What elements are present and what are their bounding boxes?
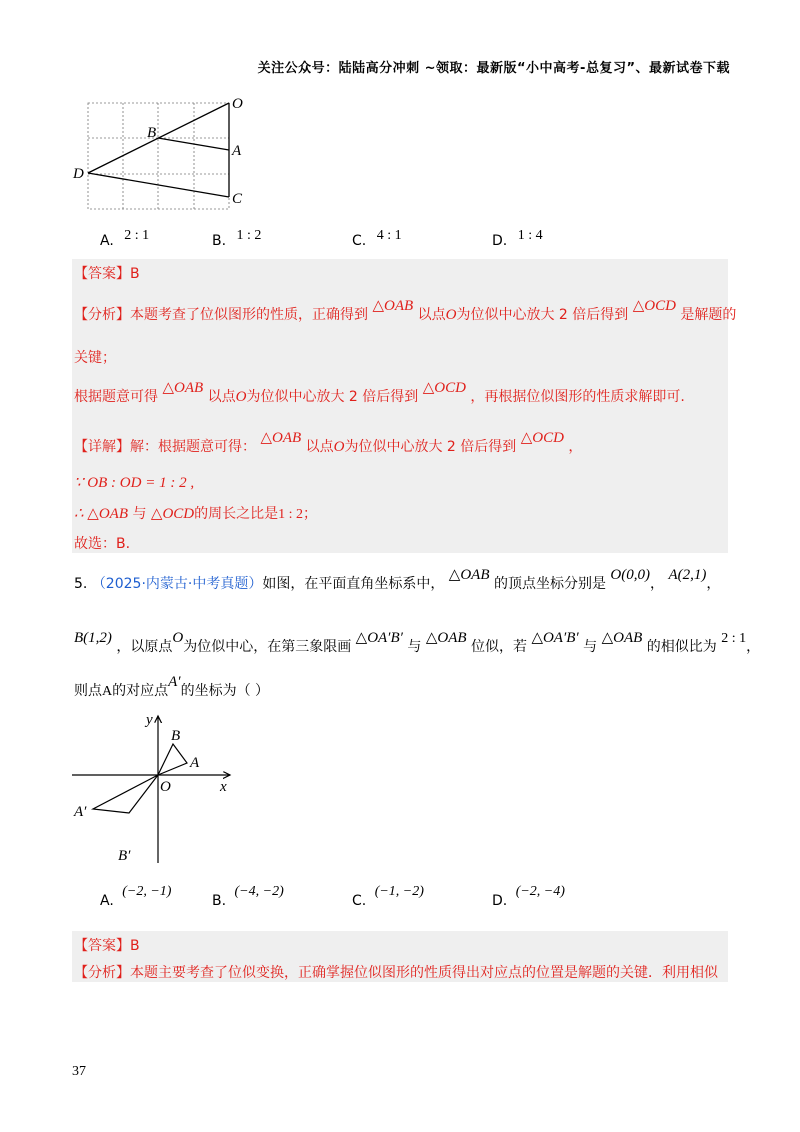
fig2-b-prime-label: B′	[118, 848, 131, 864]
q4-analysis-line-1: 【分析】本题考查了位似图形的性质，正确得到 △OAB 以点O为位似中心放大 2 倍后得到 △OCD 是解题的	[74, 298, 737, 323]
q4-analysis-line-3: 根据题意可得 △OAB 以点O为位似中心放大 2 倍后得到 △OCD ，再根据位似图形的性质求解即可.	[74, 380, 685, 405]
fig2-b-label: B	[171, 728, 181, 744]
q5-option-d[interactable]: D. (−2, −4)	[492, 884, 565, 909]
fig2-a-label: A	[190, 755, 200, 771]
q5-option-a[interactable]: A. (−2, −1)	[100, 884, 172, 909]
q5-line-2: B(1,2) ，以原点O为位似中心，在第三象限画 △OA′B′ 与 △OAB 位似，若 △OA′B′ 与 △OAB 的相似比为 2 : 1，	[74, 630, 761, 655]
fig2-x-axis-label: x	[220, 779, 227, 795]
q5-line-3: 则点A的对应点A′的坐标为（ ）	[74, 674, 270, 699]
q5-option-b[interactable]: B. (−4, −2)	[212, 884, 284, 909]
q4-option-b[interactable]: B. 1 : 2	[212, 228, 262, 249]
fig1-label-a: A	[232, 143, 242, 159]
fig2-origin-label: O	[160, 779, 171, 795]
page-header: 关注公众号：陆陆高分冲刺 ~领取：最新版“小中高考-总复习”、最新试卷下载	[257, 61, 730, 76]
q5-answer-line: 【答案】B	[74, 938, 140, 954]
fig1-label-b: B	[147, 125, 157, 141]
q4-therefore-line: ∴ △OAB 与 △OCD的周长之比是1 : 2；	[74, 506, 318, 522]
fig1-label-d: D	[73, 166, 84, 182]
q5-line-1: 5. （2025·内蒙古·中考真题）如图，在平面直角坐标系中， △OAB 的顶点坐标分别是 O(0,0)， A(2,1)，	[74, 567, 721, 592]
figure-coordinate-plane	[70, 708, 250, 868]
q4-analysis-line-2: 关键；	[74, 350, 116, 366]
q4-option-c[interactable]: C. 4 : 1	[352, 228, 402, 249]
q4-conclusion-line: 故选：B.	[74, 536, 131, 552]
fig2-a-prime-label: A′	[74, 804, 87, 820]
q4-option-d[interactable]: D. 1 : 4	[492, 228, 543, 249]
page-number: 37	[72, 1064, 86, 1079]
q4-detail-line-1: 【详解】解：根据题意可得： △OAB 以点O为位似中心放大 2 倍后得到 △OCD ，	[74, 430, 583, 455]
q5-analysis-line: 【分析】本题主要考查了位似变换，正确掌握位似图形的性质得出对应点的位置是解题的关键．利用相似	[74, 965, 718, 981]
q4-option-a[interactable]: A. 2 : 1	[100, 228, 150, 249]
figure-grid-triangles	[70, 92, 260, 212]
fig1-label-o: O	[232, 96, 243, 112]
fig2-y-axis-label: y	[146, 712, 153, 728]
fig1-label-c: C	[232, 191, 243, 207]
q4-because-line: ∵ OB : OD = 1 : 2 ,	[74, 475, 195, 491]
q5-source-link[interactable]: （2025·内蒙古·中考真题）	[91, 576, 263, 592]
q4-answer-line: 【答案】B	[74, 266, 140, 282]
q5-option-c[interactable]: C. (−1, −2)	[352, 884, 424, 909]
